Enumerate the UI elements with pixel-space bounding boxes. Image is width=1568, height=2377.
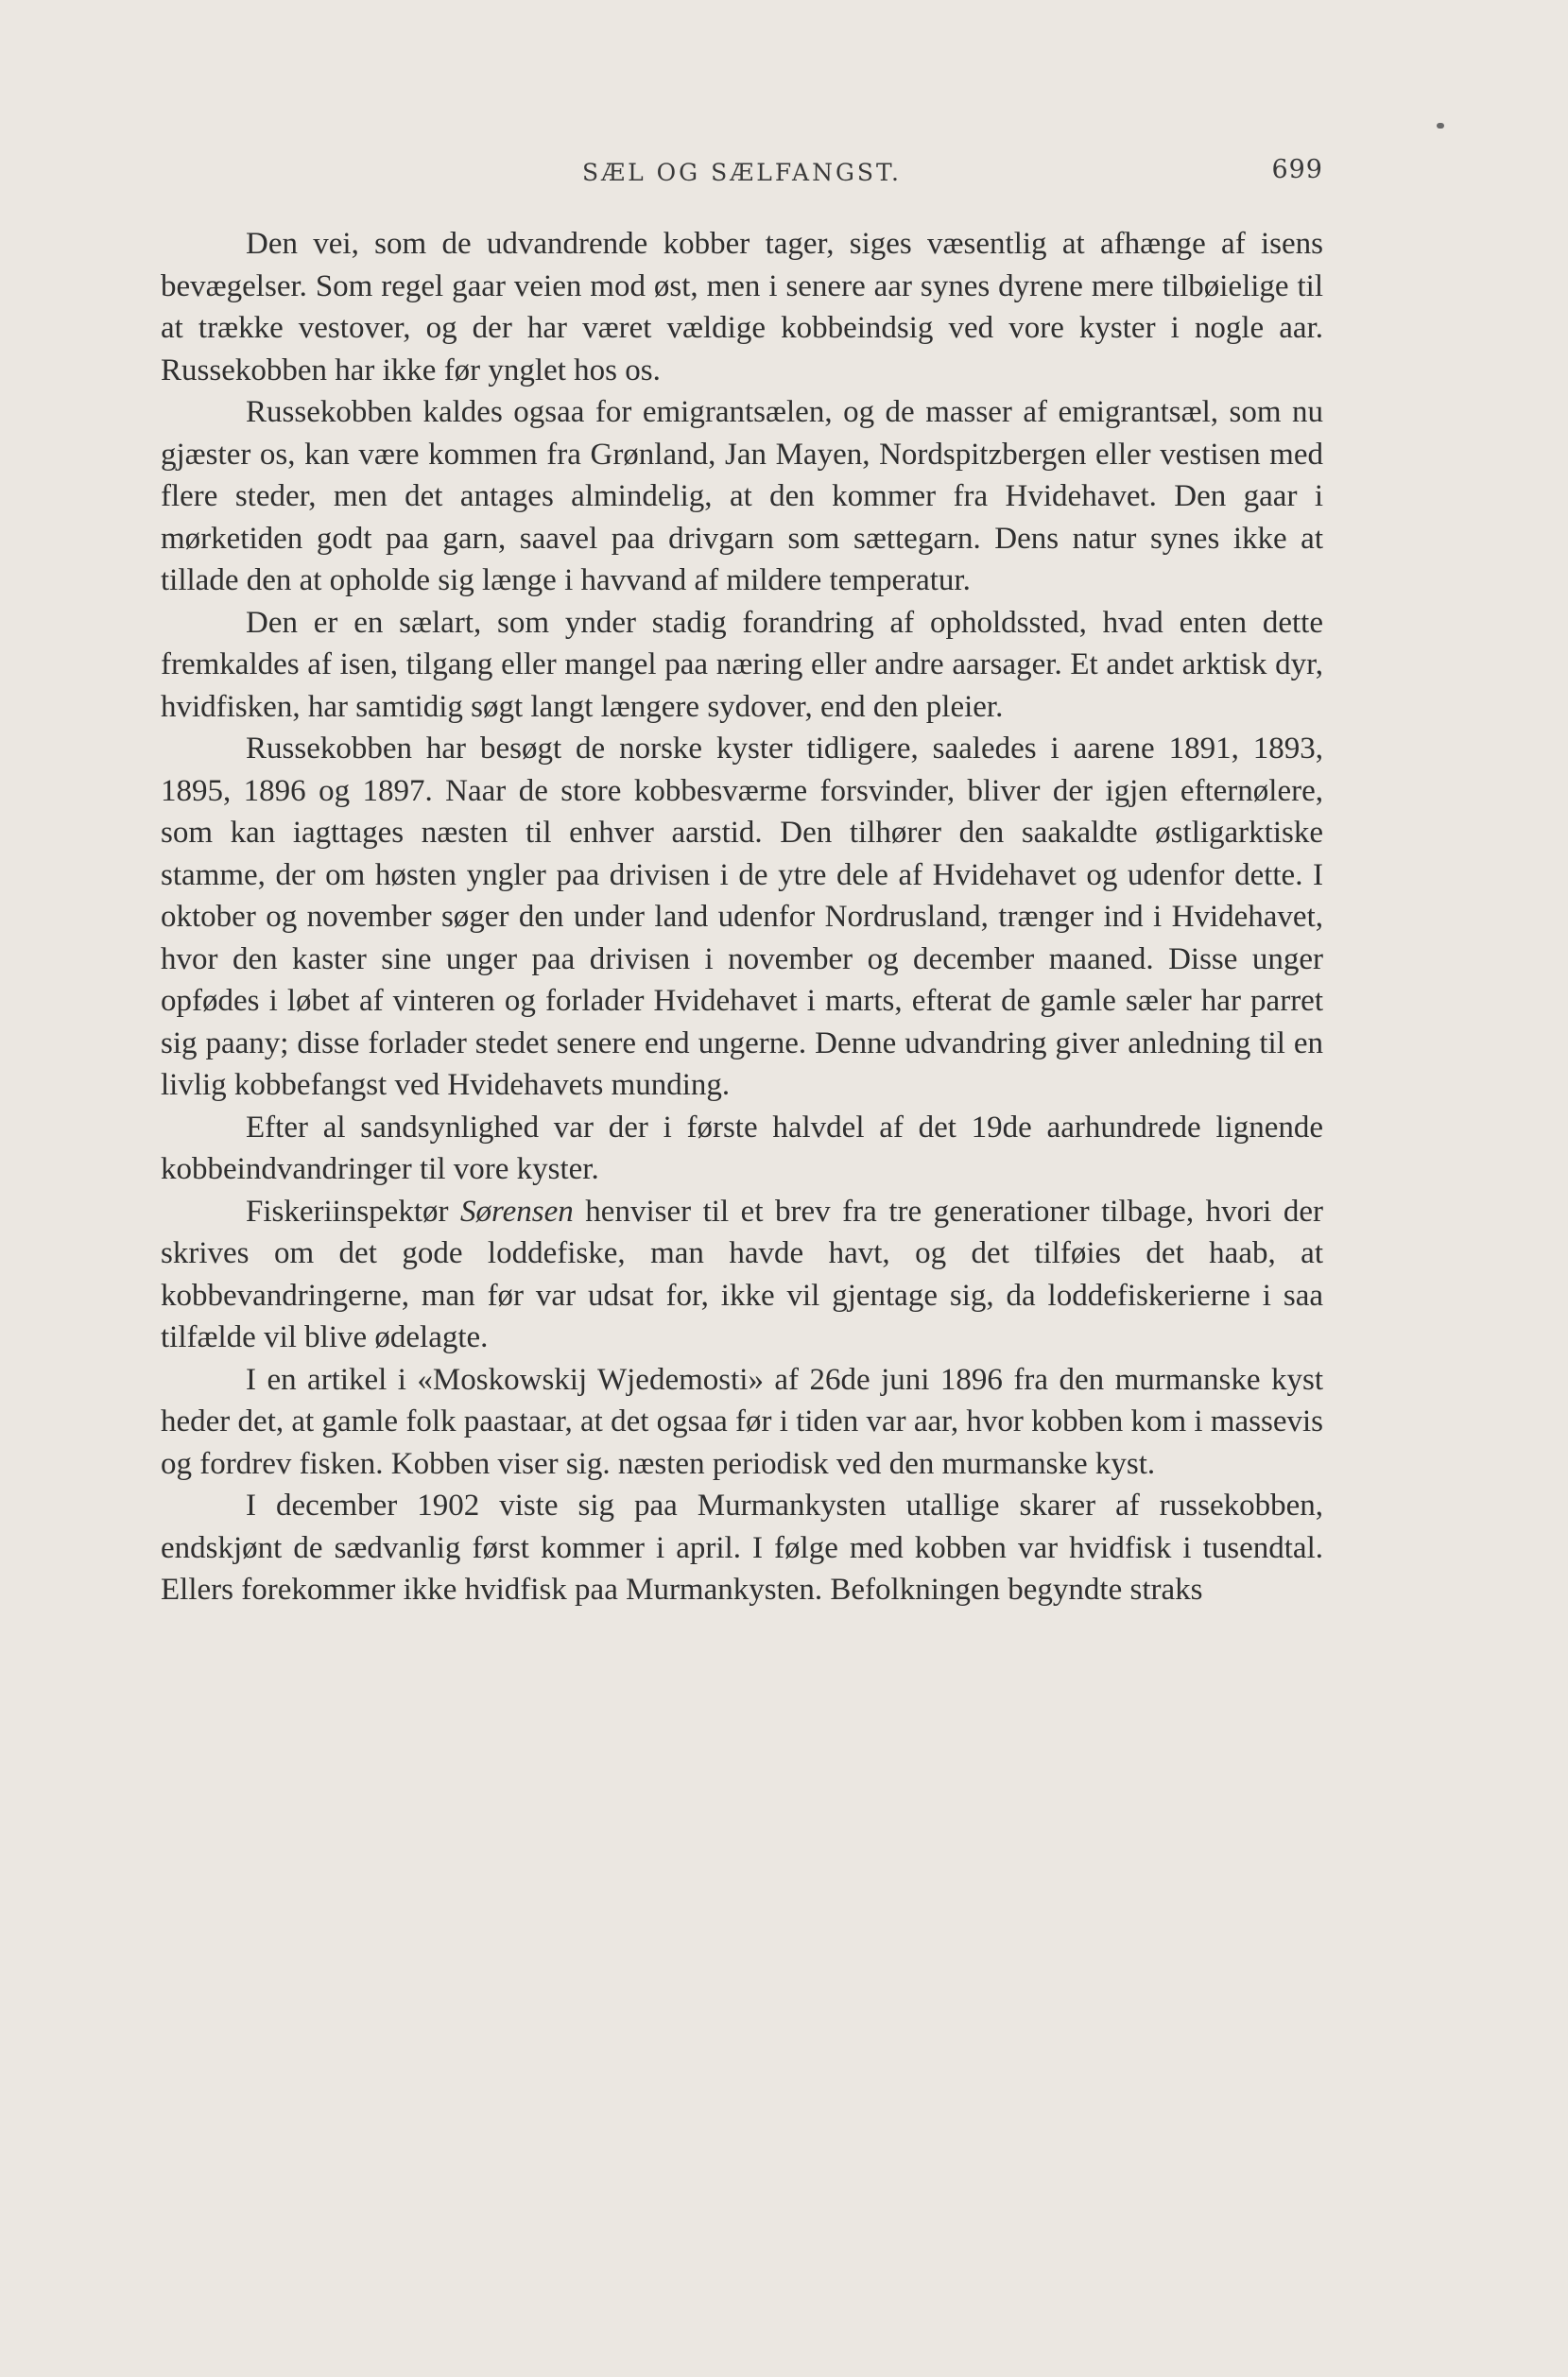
paragraph-6-lead: Fiskeriinspektør: [246, 1194, 461, 1229]
print-speck: [1437, 123, 1444, 129]
paragraph-8: I december 1902 viste sig paa Murmankysten utallige skarer af russekobben, endskjønt de sædvanlig først kommer i april. I følge med kobben var hvidfisk i tusendtal. Ellers forekommer ikke hvidfisk paa Murmankysten. Befolkningen begyndte straks: [161, 1489, 1323, 1607]
paragraph-6-rest: henviser til et brev fra tre generationer tilbage, hvori der skrives om det gode loddefiske, man havde havt, og det tilføies det haab, at kobbevandringerne, man før var udsat for, ikke vil gjentage sig, da loddefiskerierne i saa tilfælde vil blive ødelagte.: [161, 1194, 1323, 1354]
paragraph-3: Den er en sælart, som ynder stadig forandring af opholdssted, hvad enten dette fremkaldes af isen, tilgang eller mangel paa næring eller andre aarsager. Et andet arktisk dyr, hvidfisken, har samtidig søgt langt længere sydover, end den pleier.: [161, 605, 1323, 724]
paragraph-5: Efter al sandsynlighed var der i første halvdel af det 19de aarhundrede lignende kobbeindvandringer til vore kyster.: [161, 1110, 1323, 1186]
body-text: [161, 223, 1323, 1611]
running-header: [161, 151, 1323, 193]
page-number: 699: [1271, 155, 1323, 184]
paragraph-1: Den vei, som de udvandrende kobber tager, siges væsentlig at afhænge af isens bevægelser. Som regel gaar veien mod øst, men i senere aar synes dyrene mere tilbøielige til at trække vestover, og der har været vældige kobbeindsig ved vore kyster i nogle aar. Russekobben har ikke før ynglet hos os.: [161, 227, 1323, 388]
paragraph-6: [161, 1191, 1323, 1359]
author-name: Sørensen: [460, 1194, 574, 1229]
running-title: SÆL OG SÆLFANGST.: [581, 159, 902, 186]
paragraph-2: Russekobben kaldes ogsaa for emigrantsælen, og de masser af emigrantsæl, som nu gjæster os, kan være kommen fra Grønland, Jan Mayen, Nordspitzbergen eller vestisen med flere steder, men det antages almindelig, at den kommer fra Hvidehavet. Den gaar i mørketiden godt paa garn, saavel paa drivgarn som sættegarn. Dens natur synes ikke at tillade den at opholde sig længe i havvand af mildere temperatur.: [161, 395, 1323, 597]
paragraph-4: Russekobben har besøgt de norske kyster tidligere, saaledes i aarene 1891, 1893, 1895, 1896 og 1897. Naar de store kobbesværme forsvinder, bliver der igjen efternølere, som kan iagttages næsten til enhver aarstid. Den tilhører den saakaldte østligarktiske stamme, der om høsten yngler paa drivisen i de ytre dele af Hvidehavet og udenfor dette. I oktober og november søger den under land udenfor Nordrusland, trænger ind i Hvidehavet, hvor den kaster sine unger paa drivisen i november og december maaned. Disse unger opfødes i løbet af vinteren og forlader Hvidehavet i marts, efterat de gamle sæler har parret sig paany; disse forlader stedet senere end ungerne. Denne udvandring giver anledning til en livlig kobbefangst ved Hvidehavets munding.: [161, 732, 1323, 1102]
paragraph-7: I en artikel i «Moskowskij Wjedemosti» af 26de juni 1896 fra den murmanske kyst heder det, at gamle folk paastaar, at det ogsaa før i tiden var aar, hvor kobben kom i massevis og fordrev fisken. Kobben viser sig. næsten periodisk ved den murmanske kyst.: [161, 1362, 1323, 1481]
